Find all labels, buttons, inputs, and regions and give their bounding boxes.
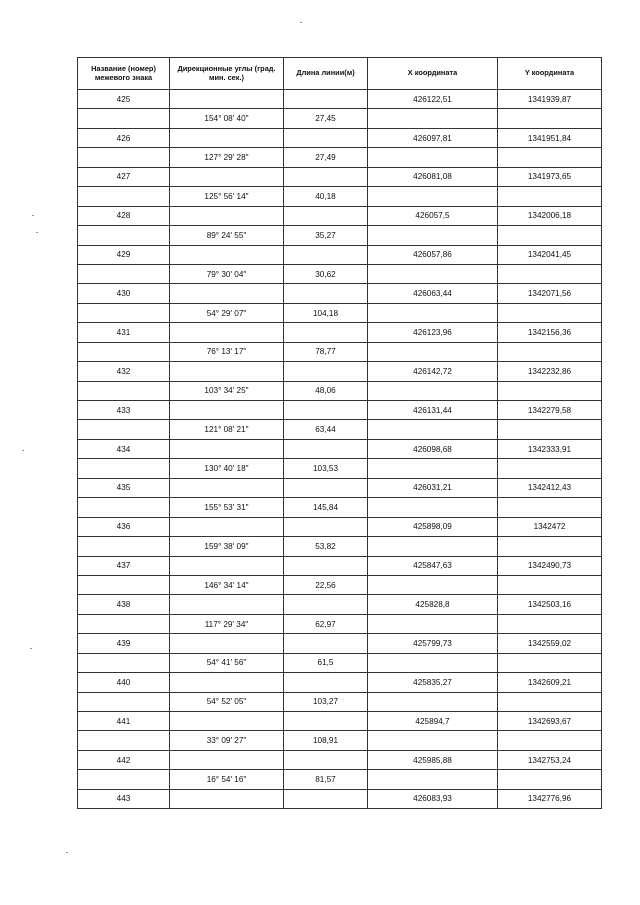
- empty-cell: [170, 245, 284, 264]
- empty-cell: [498, 731, 602, 750]
- empty-cell: [368, 575, 498, 594]
- empty-cell: [498, 148, 602, 167]
- segment-row: [78, 187, 602, 206]
- empty-cell: [368, 537, 498, 556]
- y-coordinate: 1342609,21: [498, 673, 602, 692]
- point-row: [78, 245, 602, 264]
- point-row: [78, 478, 602, 497]
- empty-cell: [170, 439, 284, 458]
- segment-row: [78, 537, 602, 556]
- direction-angle: 54° 29' 07": [170, 303, 284, 322]
- empty-cell: [78, 770, 170, 789]
- direction-angle: 125° 56' 14": [170, 187, 284, 206]
- empty-cell: [498, 575, 602, 594]
- empty-cell: [284, 167, 368, 186]
- y-coordinate: 1341951,84: [498, 128, 602, 147]
- empty-cell: [368, 731, 498, 750]
- point-name: 441: [78, 712, 170, 731]
- x-coordinate: 425799,73: [368, 634, 498, 653]
- empty-cell: [368, 653, 498, 672]
- empty-cell: [284, 323, 368, 342]
- empty-cell: [368, 109, 498, 128]
- empty-cell: [368, 692, 498, 711]
- empty-cell: [78, 498, 170, 517]
- y-coordinate: 1342472: [498, 517, 602, 536]
- empty-cell: [368, 226, 498, 245]
- point-name: 439: [78, 634, 170, 653]
- header-line-length: Длина линии(м): [284, 58, 368, 90]
- direction-angle: 103° 34' 25": [170, 381, 284, 400]
- point-row: [78, 284, 602, 303]
- empty-cell: [78, 459, 170, 478]
- empty-cell: [284, 517, 368, 536]
- point-row: [78, 167, 602, 186]
- line-length: 103,27: [284, 692, 368, 711]
- x-coordinate: 426031,21: [368, 478, 498, 497]
- empty-cell: [78, 187, 170, 206]
- direction-angle: 89° 24' 55": [170, 226, 284, 245]
- segment-row: [78, 264, 602, 283]
- point-name: 425: [78, 90, 170, 109]
- empty-cell: [170, 673, 284, 692]
- empty-cell: [284, 789, 368, 808]
- empty-cell: [368, 459, 498, 478]
- line-length: 53,82: [284, 537, 368, 556]
- point-name: 434: [78, 439, 170, 458]
- x-coordinate: 426097,81: [368, 128, 498, 147]
- empty-cell: [78, 226, 170, 245]
- empty-cell: [498, 498, 602, 517]
- y-coordinate: 1342006,18: [498, 206, 602, 225]
- y-coordinate: 1342333,91: [498, 439, 602, 458]
- empty-cell: [498, 420, 602, 439]
- empty-cell: [170, 556, 284, 575]
- segment-row: [78, 226, 602, 245]
- y-coordinate: 1342412,43: [498, 478, 602, 497]
- y-coordinate: 1341939,87: [498, 90, 602, 109]
- empty-cell: [170, 206, 284, 225]
- empty-cell: [498, 226, 602, 245]
- empty-cell: [284, 362, 368, 381]
- empty-cell: [170, 128, 284, 147]
- empty-cell: [498, 537, 602, 556]
- x-coordinate: 426081,08: [368, 167, 498, 186]
- segment-row: [78, 420, 602, 439]
- empty-cell: [284, 712, 368, 731]
- empty-cell: [498, 187, 602, 206]
- point-name: 427: [78, 167, 170, 186]
- x-coordinate: 426057,5: [368, 206, 498, 225]
- y-coordinate: 1342232,86: [498, 362, 602, 381]
- y-coordinate: 1342693,67: [498, 712, 602, 731]
- empty-cell: [170, 634, 284, 653]
- empty-cell: [170, 478, 284, 497]
- direction-angle: 117° 29' 34": [170, 614, 284, 633]
- line-length: 78,77: [284, 342, 368, 361]
- point-name: 440: [78, 673, 170, 692]
- segment-row: [78, 303, 602, 322]
- empty-cell: [78, 148, 170, 167]
- x-coordinate: 425847,63: [368, 556, 498, 575]
- direction-angle: 76° 13' 17": [170, 342, 284, 361]
- point-row: [78, 673, 602, 692]
- line-length: 22,56: [284, 575, 368, 594]
- point-name: 431: [78, 323, 170, 342]
- empty-cell: [78, 653, 170, 672]
- header-y-coordinate: Y координата: [498, 58, 602, 90]
- point-row: [78, 517, 602, 536]
- table-header-row: [78, 58, 602, 90]
- segment-row: [78, 148, 602, 167]
- empty-cell: [368, 187, 498, 206]
- direction-angle: 54° 41' 56": [170, 653, 284, 672]
- empty-cell: [498, 614, 602, 633]
- empty-cell: [284, 245, 368, 264]
- point-row: [78, 128, 602, 147]
- y-coordinate: 1342279,58: [498, 401, 602, 420]
- empty-cell: [498, 381, 602, 400]
- empty-cell: [78, 303, 170, 322]
- empty-cell: [498, 459, 602, 478]
- point-name: 426: [78, 128, 170, 147]
- empty-cell: [284, 128, 368, 147]
- y-coordinate: 1342776,96: [498, 789, 602, 808]
- empty-cell: [78, 420, 170, 439]
- point-row: [78, 401, 602, 420]
- line-length: 27,45: [284, 109, 368, 128]
- x-coordinate: 426083,93: [368, 789, 498, 808]
- empty-cell: [78, 575, 170, 594]
- segment-row: [78, 692, 602, 711]
- point-name: 433: [78, 401, 170, 420]
- x-coordinate: 425985,88: [368, 750, 498, 769]
- line-length: 30,62: [284, 264, 368, 283]
- direction-angle: 127° 29' 28": [170, 148, 284, 167]
- segment-row: [78, 459, 602, 478]
- segment-row: [78, 381, 602, 400]
- empty-cell: [284, 595, 368, 614]
- empty-cell: [284, 206, 368, 225]
- segment-row: [78, 770, 602, 789]
- y-coordinate: 1342753,24: [498, 750, 602, 769]
- point-row: [78, 712, 602, 731]
- point-row: [78, 789, 602, 808]
- line-length: 108,91: [284, 731, 368, 750]
- empty-cell: [498, 653, 602, 672]
- point-row: [78, 90, 602, 109]
- header-x-coordinate: X координата: [368, 58, 498, 90]
- point-row: [78, 634, 602, 653]
- line-length: 63,44: [284, 420, 368, 439]
- point-name: 438: [78, 595, 170, 614]
- point-name: 436: [78, 517, 170, 536]
- direction-angle: 155° 53' 31": [170, 498, 284, 517]
- empty-cell: [368, 264, 498, 283]
- empty-cell: [368, 342, 498, 361]
- empty-cell: [368, 303, 498, 322]
- empty-cell: [368, 614, 498, 633]
- segment-row: [78, 575, 602, 594]
- point-row: [78, 439, 602, 458]
- direction-angle: 33° 09' 27": [170, 731, 284, 750]
- empty-cell: [368, 420, 498, 439]
- x-coordinate: 425894,7: [368, 712, 498, 731]
- empty-cell: [368, 148, 498, 167]
- x-coordinate: 426063,44: [368, 284, 498, 303]
- empty-cell: [498, 264, 602, 283]
- line-length: 61,5: [284, 653, 368, 672]
- empty-cell: [170, 323, 284, 342]
- x-coordinate: 426122,51: [368, 90, 498, 109]
- point-name: 435: [78, 478, 170, 497]
- header-point-name: Название (номер) межевого знака: [78, 58, 170, 90]
- empty-cell: [78, 264, 170, 283]
- boundary-coordinates-table: [77, 57, 602, 809]
- point-row: [78, 323, 602, 342]
- y-coordinate: 1342156,36: [498, 323, 602, 342]
- y-coordinate: 1342503,16: [498, 595, 602, 614]
- segment-row: [78, 109, 602, 128]
- empty-cell: [498, 109, 602, 128]
- point-row: [78, 362, 602, 381]
- empty-cell: [78, 381, 170, 400]
- empty-cell: [368, 381, 498, 400]
- point-name: 432: [78, 362, 170, 381]
- point-name: 428: [78, 206, 170, 225]
- scan-speck: [300, 22, 302, 23]
- direction-angle: 79° 30' 04": [170, 264, 284, 283]
- empty-cell: [284, 90, 368, 109]
- line-length: 35,27: [284, 226, 368, 245]
- segment-row: [78, 498, 602, 517]
- x-coordinate: 426131,44: [368, 401, 498, 420]
- direction-angle: 146° 34' 14": [170, 575, 284, 594]
- point-name: 430: [78, 284, 170, 303]
- empty-cell: [498, 770, 602, 789]
- empty-cell: [170, 401, 284, 420]
- scan-speck: [30, 648, 32, 649]
- empty-cell: [170, 750, 284, 769]
- header-direction-angles: Дирекционные углы (град. мин. сек.): [170, 58, 284, 90]
- empty-cell: [78, 731, 170, 750]
- point-name: 443: [78, 789, 170, 808]
- direction-angle: 154° 08' 40": [170, 109, 284, 128]
- x-coordinate: 425835,27: [368, 673, 498, 692]
- empty-cell: [170, 712, 284, 731]
- empty-cell: [78, 109, 170, 128]
- empty-cell: [498, 303, 602, 322]
- line-length: 81,57: [284, 770, 368, 789]
- direction-angle: 121° 08' 21": [170, 420, 284, 439]
- y-coordinate: 1342559,02: [498, 634, 602, 653]
- segment-row: [78, 653, 602, 672]
- x-coordinate: 426057,86: [368, 245, 498, 264]
- empty-cell: [170, 789, 284, 808]
- direction-angle: 159° 38' 09": [170, 537, 284, 556]
- empty-cell: [78, 537, 170, 556]
- x-coordinate: 426123,96: [368, 323, 498, 342]
- scan-speck: [32, 215, 34, 216]
- line-length: 27,49: [284, 148, 368, 167]
- direction-angle: 16° 54' 16": [170, 770, 284, 789]
- point-name: 429: [78, 245, 170, 264]
- y-coordinate: 1341973,65: [498, 167, 602, 186]
- direction-angle: 54° 52' 05": [170, 692, 284, 711]
- segment-row: [78, 342, 602, 361]
- empty-cell: [170, 362, 284, 381]
- line-length: 62,97: [284, 614, 368, 633]
- empty-cell: [170, 90, 284, 109]
- x-coordinate: 426142,72: [368, 362, 498, 381]
- empty-cell: [284, 439, 368, 458]
- empty-cell: [284, 634, 368, 653]
- scan-speck: [66, 852, 68, 853]
- empty-cell: [170, 284, 284, 303]
- empty-cell: [368, 498, 498, 517]
- empty-cell: [170, 517, 284, 536]
- point-name: 437: [78, 556, 170, 575]
- x-coordinate: 426098,68: [368, 439, 498, 458]
- line-length: 104,18: [284, 303, 368, 322]
- line-length: 103,53: [284, 459, 368, 478]
- point-row: [78, 750, 602, 769]
- empty-cell: [78, 692, 170, 711]
- empty-cell: [170, 595, 284, 614]
- point-row: [78, 595, 602, 614]
- empty-cell: [170, 167, 284, 186]
- y-coordinate: 1342490,73: [498, 556, 602, 575]
- line-length: 40,18: [284, 187, 368, 206]
- line-length: 48,06: [284, 381, 368, 400]
- empty-cell: [498, 692, 602, 711]
- empty-cell: [284, 478, 368, 497]
- x-coordinate: 425898,09: [368, 517, 498, 536]
- empty-cell: [368, 770, 498, 789]
- empty-cell: [78, 342, 170, 361]
- direction-angle: 130° 40' 18": [170, 459, 284, 478]
- empty-cell: [284, 284, 368, 303]
- empty-cell: [284, 401, 368, 420]
- segment-row: [78, 614, 602, 633]
- point-row: [78, 556, 602, 575]
- scan-speck: [36, 232, 38, 233]
- empty-cell: [498, 342, 602, 361]
- x-coordinate: 425828,8: [368, 595, 498, 614]
- empty-cell: [284, 556, 368, 575]
- empty-cell: [284, 750, 368, 769]
- point-name: 442: [78, 750, 170, 769]
- scan-speck: [22, 450, 24, 451]
- empty-cell: [78, 614, 170, 633]
- y-coordinate: 1342041,45: [498, 245, 602, 264]
- line-length: 145,84: [284, 498, 368, 517]
- y-coordinate: 1342071,56: [498, 284, 602, 303]
- segment-row: [78, 731, 602, 750]
- point-row: [78, 206, 602, 225]
- empty-cell: [284, 673, 368, 692]
